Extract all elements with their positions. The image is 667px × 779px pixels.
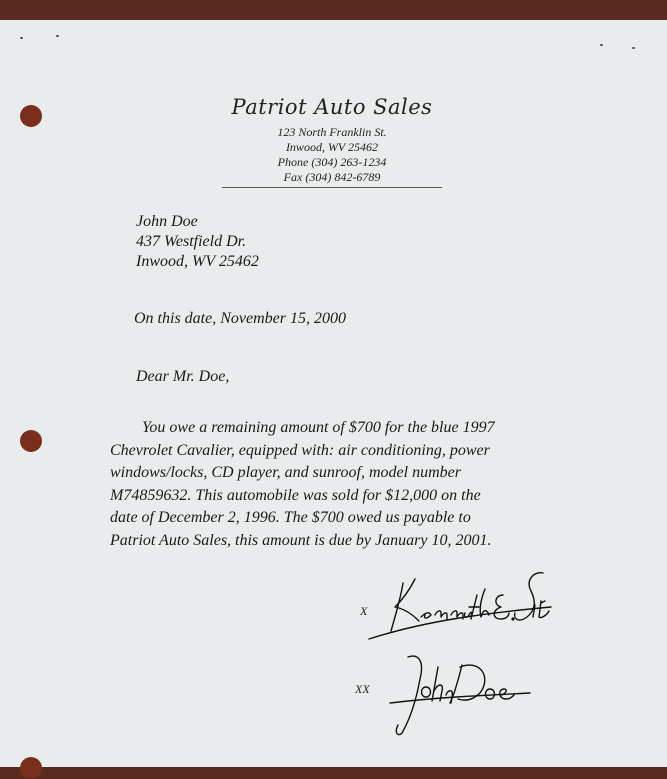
seller-signature	[365, 565, 565, 645]
salutation: Dear Mr. Doe,	[136, 368, 230, 385]
seller-signature-prefix: X	[360, 604, 368, 618]
company-phone: Phone (304) 263-1234	[277, 155, 387, 169]
company-fax: Fax (304) 842-6789	[283, 170, 381, 184]
paper-speck	[56, 35, 59, 37]
binder-hole-bottom	[20, 757, 42, 779]
body-line: M74859632. This automobile was sold for $12,000 on the	[110, 486, 481, 504]
date-line: On this date, November 15, 2000	[134, 310, 346, 327]
company-street: 123 North Franklin St.	[277, 125, 387, 139]
binder-hole-top	[20, 105, 42, 127]
binder-hole-middle	[20, 430, 42, 452]
recipient-address	[136, 212, 259, 272]
company-name: Patriot Auto Sales	[231, 95, 433, 119]
paper-speck	[600, 44, 603, 46]
paper-speck	[632, 47, 635, 49]
body-line: date of December 2, 1996. The $700 owed us payable to	[110, 509, 471, 526]
paper-speck	[20, 37, 23, 39]
body-line: windows/locks, CD player, and sunroof, model number	[110, 464, 461, 481]
letterhead-rule	[222, 187, 442, 188]
recipient-name: John Doe	[136, 213, 198, 230]
body-line: Chevrolet Cavalier, equipped with: air conditioning, power	[110, 441, 490, 459]
recipient-street: 437 Westfield Dr.	[136, 233, 247, 250]
letterhead	[222, 95, 442, 188]
letter-body	[110, 417, 570, 552]
body-line: Patriot Auto Sales, this amount is due by January 10, 2001.	[110, 531, 492, 549]
buyer-signature-prefix: XX	[355, 682, 370, 696]
body-line: You owe a remaining amount of $700 for the blue 1997	[142, 419, 495, 436]
recipient-city: Inwood, WV 25462	[136, 253, 259, 270]
company-city: Inwood, WV 25462	[285, 140, 379, 154]
buyer-signature	[380, 645, 560, 740]
